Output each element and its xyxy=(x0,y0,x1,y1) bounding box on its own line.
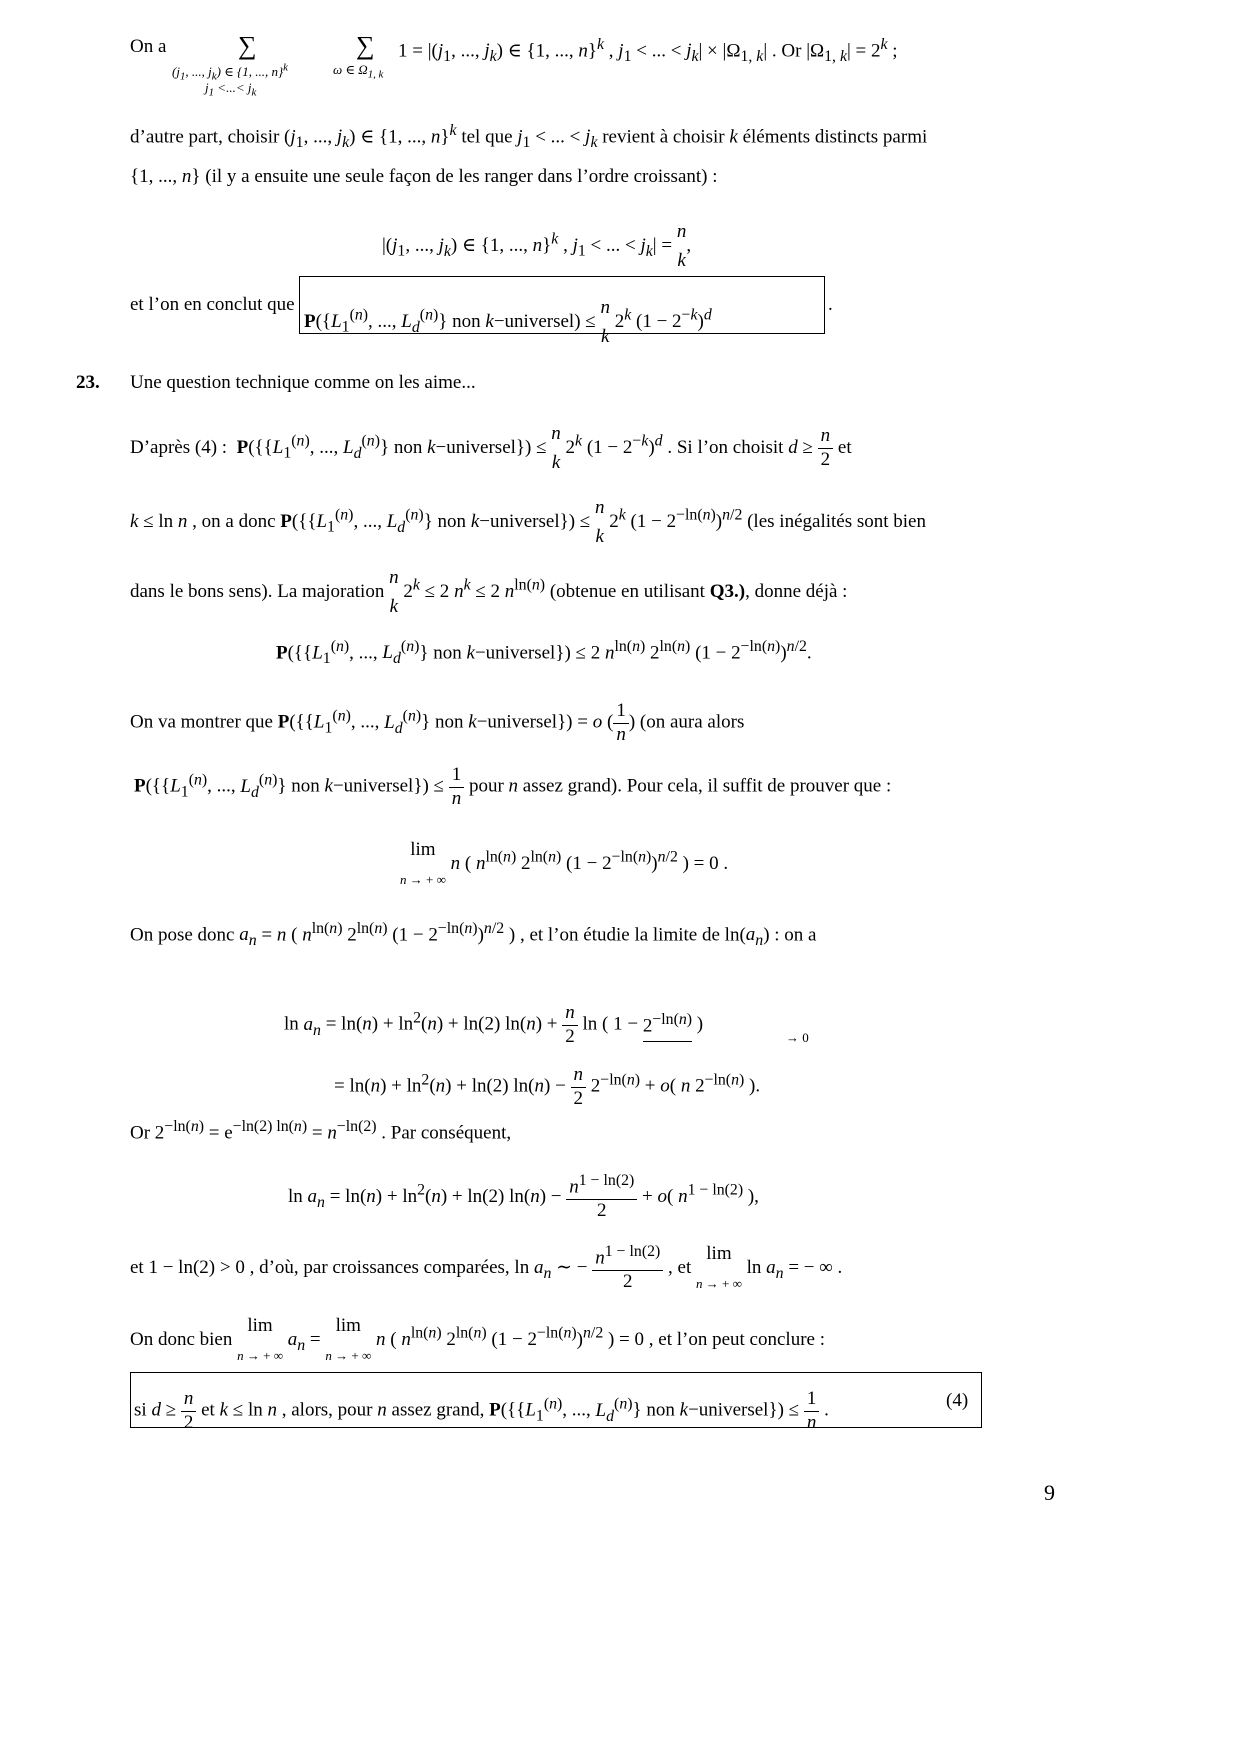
display-equation-1: $|(j_1$, ..., $j_k$) ∈ {1, ..., n}$^k$ , $j_1$ < ... < $j_k| = n$ k, xyxy=(382,221,692,271)
q23-line2: k ≤ ln n , on a donc $P(\{\{L_1^{(n)}$, ..., $L_d^{(n)}$} non k−universel}) ≤ n k 2$^k$ $(1 - 2^{-ln(n)})^{n/2}$ (les inégalités sont bien xyxy=(130,497,926,547)
final-tag: (4) xyxy=(946,1390,969,1411)
q23-line4: On va montrer que $P(\{\{L_1^{(n)}$, ..., $L_d^{(n)}$} non k−universel}) = o ( $\frac{1}{n}$ ) (on aura alors xyxy=(130,700,745,745)
q23-line5: $P(\{\{L_1^{(n)}$, ..., $L_d^{(n)}$} non k−universel}) ≤ $\frac{1}{n}$ pour n assez grand). Pour cela, il suffit de prouver que : xyxy=(134,764,892,809)
display-equation-5: $\ln a_n = \ln(n) + \ln^2(n) + \ln(2) \ln(n)$ − $\frac{n^{1 - ln(2)}}{2}$ + o( $n^{1 - ln(2)}$ ), xyxy=(288,1172,759,1222)
display-equation-4a: $\ln a_n = \ln(n) + \ln^2(n) + \ln(2) \ln(n)$ + $\frac{n}{2}$ ln ( $1 - 2^{-ln(n)}$ ) xyxy=(284,1002,704,1047)
page-number: 9 xyxy=(1044,1480,1055,1505)
q23-line7: Or $2^{-ln(n)} = e^{-ln(2) ln(n)} = n^{-ln(2)}$ . Par conséquent, xyxy=(130,1118,512,1144)
sum-index-1: ($j_1$, ..., $j_k$) ∈ {1, ..., n}$^k$ xyxy=(172,62,288,83)
text-line3: {1, ..., n} (il y a ensuite une seule façon de les ranger dans l’ordre croissant) : xyxy=(130,166,718,187)
q23-line9: On donc bien lim n → + ∞ $a_n = \lim$ n → + ∞ n ( $n^{ln(n)}$ $2^{ln(n)}$ $(1 - 2^{-ln(n)})^{n/2}$ ) = 0 , et l’on peut conclure : xyxy=(130,1315,825,1363)
q23-line6: On pose donc $a_n = n$ ( $n^{ln(n)}$ $2^{ln(n)}$ $(1 - 2^{-ln(n)})^{n/2}$ ) , et l’on étudie la limite de $\ln(a_n)$ : on a xyxy=(130,920,817,950)
text-line2: d’autre part, choisir ($j_1$, ..., $j_k$) ∈ {1, ..., n}$^k$ tel que $j_1$ < ... < $j_k$ revient à choisir k éléments distincts parmi xyxy=(130,122,928,152)
q23-line8: et 1 − ln(2) > 0 , d’où, par croissances comparées, $\ln a_n$ ∼ − $\frac{n^{1 - ln(2)}}{2}$ , et lim n → + ∞ $\ln a_n$ = − ∞ . xyxy=(130,1243,843,1293)
question-intro: Une question technique comme on les aime... xyxy=(130,372,476,393)
sum-index-1b: $j_1$ <...< $j_k$ xyxy=(205,80,257,99)
display-equation-2: $P(\{\{L_1^{(n)}$, ..., $L_d^{(n)}$} non k−universel}) ≤ 2 $n^{ln(n)}$ $2^{ln(n)}$ $(1 - 2^{-ln(n)})^{n/2}$. xyxy=(276,638,812,668)
q23-line3: dans le bons sens). La majoration n k $2^k \le 2$ $n^k \le 2$ $n^{ln(n)}$ (obtenue en utilisant Q3.), donne déjà : xyxy=(130,567,848,617)
final-result: si d ≥ $\frac{n}{2}$ et k ≤ ln n , alors, pour n assez grand, $P(\{\{L_1^{(n)}$, ..., $L_d^{(n)}$} non k−universel}) ≤ $\frac{1}{n}$ . xyxy=(134,1388,829,1433)
sum-symbol-2: ∑ xyxy=(356,31,375,60)
sum-symbol-1: ∑ xyxy=(238,31,257,60)
text-line: On a xyxy=(130,36,167,57)
underbrace-label: → 0 xyxy=(786,1030,809,1045)
question-number: 23. xyxy=(76,372,100,393)
equation-line1: $1 = |(j_1$, ..., $j_k$) ∈ {1, ..., n}$^k$ , $j_1$ < ... < $j_k| \times |\Omega_{1, k}|$ . Or $|\Omega_{1, k}| = 2^k$ ; xyxy=(398,36,898,66)
sum-index-2: ω ∈ $\Omega_{1, k}$ xyxy=(333,62,384,81)
conclusion-end: . xyxy=(828,294,833,315)
q23-line1: D’après (4) : $P(\{\{L_1^{(n)}$, ..., $L_d^{(n)}$} non k−universel}) ≤ n k 2$^k$ $(1 - 2^{-k})^d$ . Si l’on choisit d ≥ $\frac{n}{2}$ et xyxy=(130,423,852,473)
display-equation-3: lim n → + ∞ n ( $n^{ln(n)}$ $2^{ln(n)}$ $(1 - 2^{-ln(n)})^{n/2}$ ) = 0 . xyxy=(400,839,729,887)
conclusion-formula: $P(\{L_1^{(n)}$, ..., $L_d^{(n)}$} non k−universel) ≤ n k 2$^k$ $(1 - 2^{-k})^d$ xyxy=(304,297,712,347)
conclusion-prefix: et l’on en conclut que xyxy=(130,294,295,315)
display-equation-4b: = $\ln(n) + \ln^2(n) + \ln(2) \ln(n)$ − $\frac{n}{2}$ $2^{-ln(n)} + o$( n $2^{-ln(n)}$ ). xyxy=(334,1064,761,1109)
